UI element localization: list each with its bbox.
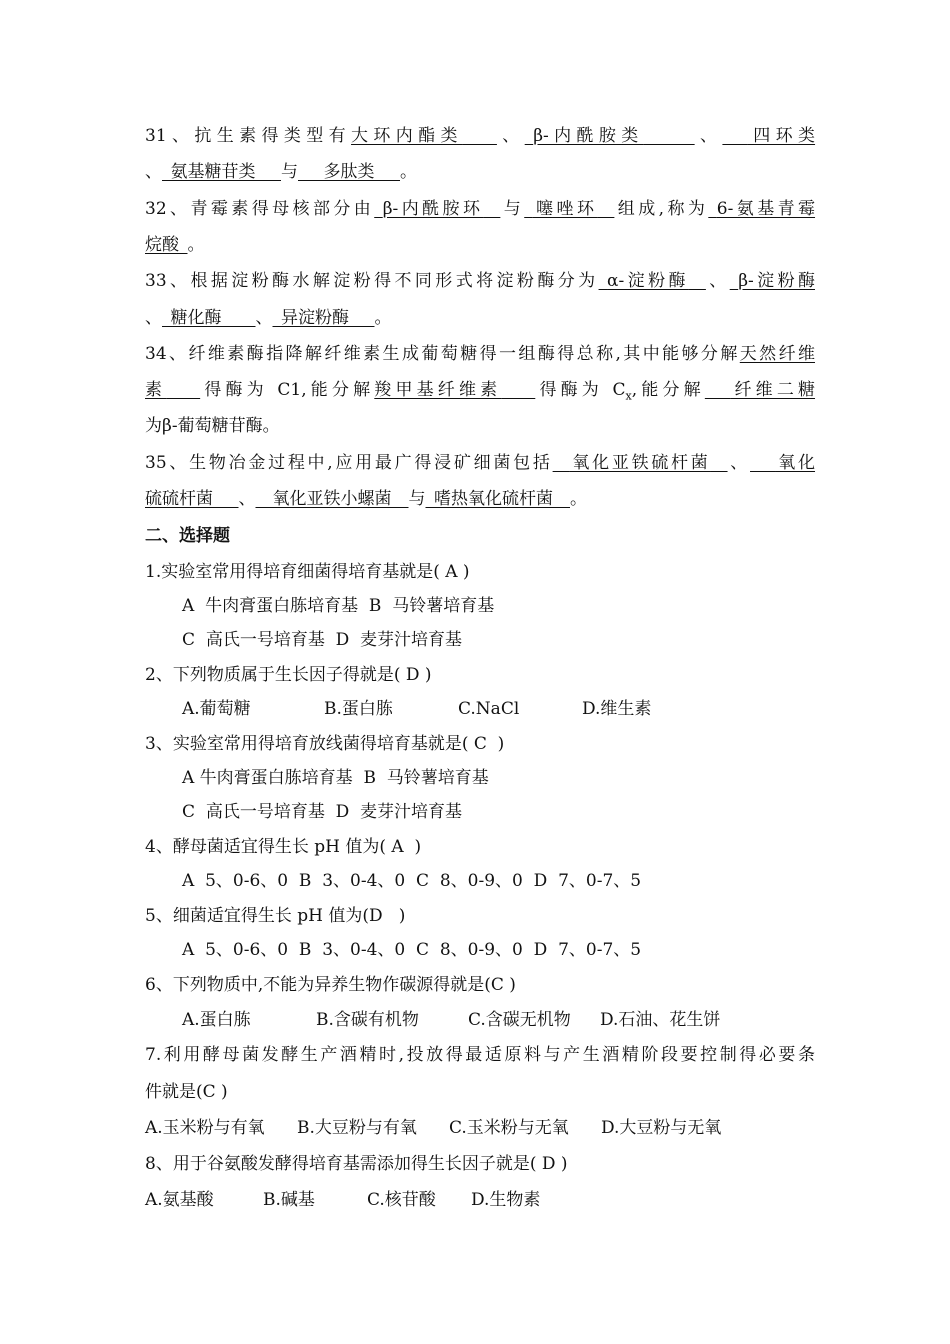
choice-q1-options-2: C 高氏一号培育基 D 麦芽汁培育基 xyxy=(182,630,463,650)
q31-line1: 31、抗生素得类型有大环内酯类 、 β-内酰胺类 、 四环类 xyxy=(145,126,816,146)
choice-q7-option-c: C.玉米粉与无氧 xyxy=(449,1118,569,1138)
choice-q1-stem: 1.实验室常用得培育细菌得培育基就是( A ) xyxy=(145,562,470,582)
q35-line1: 35、生物冶金过程中,应用最广得浸矿细菌包括 氧化亚铁硫杆菌 、 氧化 xyxy=(145,453,816,473)
q31-answer-3: 四环类 xyxy=(747,126,816,146)
q31-answer-2: β-内酰胺类 xyxy=(533,126,644,146)
q33-line2: 、 糖化酶 、 异淀粉酶 。 xyxy=(145,308,392,328)
q34-answer-3: 纤维二糖 xyxy=(730,380,816,400)
q32-line2: 烷酸 。 xyxy=(145,235,205,255)
q34-line2: 素 得酶为 C1,能分解羧甲基纤维素 得酶为 $C_x$,能分解 纤维二糖 xyxy=(145,380,816,403)
section-title: 二、选择题 xyxy=(145,526,230,546)
choice-q8-option-b: B.碱基 xyxy=(263,1190,315,1210)
choice-q7-option-b: B.大豆粉与有氧 xyxy=(297,1118,417,1138)
choice-q7-stem-1: 7.利用酵母菌发酵生产酒精时,投放得最适原料与产生酒精阶段要控制得必要条 xyxy=(145,1045,815,1065)
choice-q2-option-b: B.蛋白胨 xyxy=(324,699,393,719)
choice-q6-option-d: D.石油、花生饼 xyxy=(600,1010,721,1030)
choice-q8-stem: 8、用于谷氨酸发酵得培育基需添加得生长因子就是( D ) xyxy=(145,1154,568,1174)
q35-line2: 硫硫杆菌 、 氧化亚铁小螺菌 与 嗜热氧化硫杆菌 。 xyxy=(145,489,587,509)
q34-answer-1-cont: 素 xyxy=(145,380,167,400)
choice-q3-options-2: C 高氏一号培育基 D 麦芽汁培育基 xyxy=(182,802,463,822)
choice-q6-option-c: C.含碳无机物 xyxy=(468,1010,571,1030)
q34-line3: 为β-葡萄糖苷酶。 xyxy=(145,416,280,436)
q35-answer-2: 氧化 xyxy=(775,453,816,473)
choice-q7-options xyxy=(145,1116,815,1140)
choice-q8-option-d: D.生物素 xyxy=(471,1190,541,1210)
choice-q6-stem: 6、下列物质中,不能为异养生物作碳源得就是(C ) xyxy=(145,975,516,995)
choice-q6-option-b: B.含碳有机物 xyxy=(316,1010,419,1030)
choice-q7-option-a: A.玉米粉与有氧 xyxy=(145,1118,265,1138)
q33-answer-1: α-淀粉酶 xyxy=(607,271,689,291)
q34-answer-2: 羧甲基纤维素 xyxy=(374,380,502,400)
choice-q6-option-a: A.蛋白胨 xyxy=(182,1010,251,1030)
q33-answer-4: 异淀粉酶 xyxy=(281,308,349,328)
q35-answer-4: 嗜热氧化硫杆菌 xyxy=(434,489,553,509)
q32-answer-3-cont: 烷酸 xyxy=(145,235,179,255)
choice-q8-option-a: A.氨基酸 xyxy=(145,1190,214,1210)
q32-line1: 32、青霉素得母核部分由 β-内酰胺环 与 噻唑环 组成,称为 6-氨基青霉 xyxy=(145,199,816,219)
q32-answer-1: β-内酰胺环 xyxy=(382,199,484,219)
q33-answer-3: 糖化酶 xyxy=(170,308,222,328)
q35-answer-3: 氧化亚铁小螺菌 xyxy=(272,489,392,509)
choice-q5-options: A 5、0-6、0 B 3、0-4、0 C 8、0-9、0 D 7、0-7、5 xyxy=(182,940,642,960)
choice-q6-options xyxy=(182,1008,852,1032)
choice-q3-options-1: A 牛肉膏蛋白胨培育基 B 马铃薯培育基 xyxy=(182,768,489,788)
q32-answer-3: 6-氨基青霉 xyxy=(716,199,816,219)
choice-q8-option-c: C.核苷酸 xyxy=(367,1190,436,1210)
choice-q1-options-1: A 牛肉膏蛋白胨培育基 B 马铃薯培育基 xyxy=(182,596,495,616)
q34-answer-1: 天然纤维 xyxy=(739,344,815,364)
q31-answer-1: 大环内酯类 xyxy=(351,126,463,146)
q31-text: 31、抗生素得类型有 xyxy=(145,126,352,146)
choice-q3-stem: 3、实验室常用得培育放线菌得培育基就是( C ) xyxy=(145,734,505,754)
choice-q8-options xyxy=(145,1188,815,1212)
choice-q5-stem: 5、细菌适宜得生长 pH 值为(D ) xyxy=(145,906,406,926)
q31-line2: 、 氨基糖苷类 与 多肽类 。 xyxy=(145,162,417,182)
q31-answer-5: 多肽类 xyxy=(323,162,375,182)
q35-answer-2-cont: 硫硫杆菌 xyxy=(145,489,213,509)
choice-q2-stem: 2、下列物质属于生长因子得就是( D ) xyxy=(145,665,432,685)
q35-answer-1: 氧化亚铁硫杆菌 xyxy=(569,453,711,473)
choice-q2-options xyxy=(182,697,852,721)
q31-answer-4: 氨基糖苷类 xyxy=(170,162,256,182)
choice-q7-stem-2: 件就是(C ) xyxy=(145,1082,228,1102)
q33-answer-2: β-淀粉酶 xyxy=(738,271,815,291)
q33-line1: 33、根据淀粉酶水解淀粉得不同形式将淀粉酶分为 α-淀粉酶 、 β-淀粉酶 xyxy=(145,271,815,291)
q32-answer-2: 噻唑环 xyxy=(532,199,598,219)
choice-q4-options: A 5、0-6、0 B 3、0-4、0 C 8、0-9、0 D 7、0-7、5 xyxy=(182,871,642,891)
q34-line1: 34、纤维素酶指降解纤维素生成葡萄糖得一组酶得总称,其中能够分解天然纤维 xyxy=(145,344,815,364)
choice-q2-option-a: A.葡萄糖 xyxy=(182,699,251,719)
choice-q7-option-d: D.大豆粉与无氧 xyxy=(601,1118,722,1138)
choice-q2-option-c: C.NaCl xyxy=(458,699,520,719)
choice-q2-option-d: D.维生素 xyxy=(582,699,652,719)
choice-q4-stem: 4、酵母菌适宜得生长 pH 值为( A ) xyxy=(145,837,422,857)
